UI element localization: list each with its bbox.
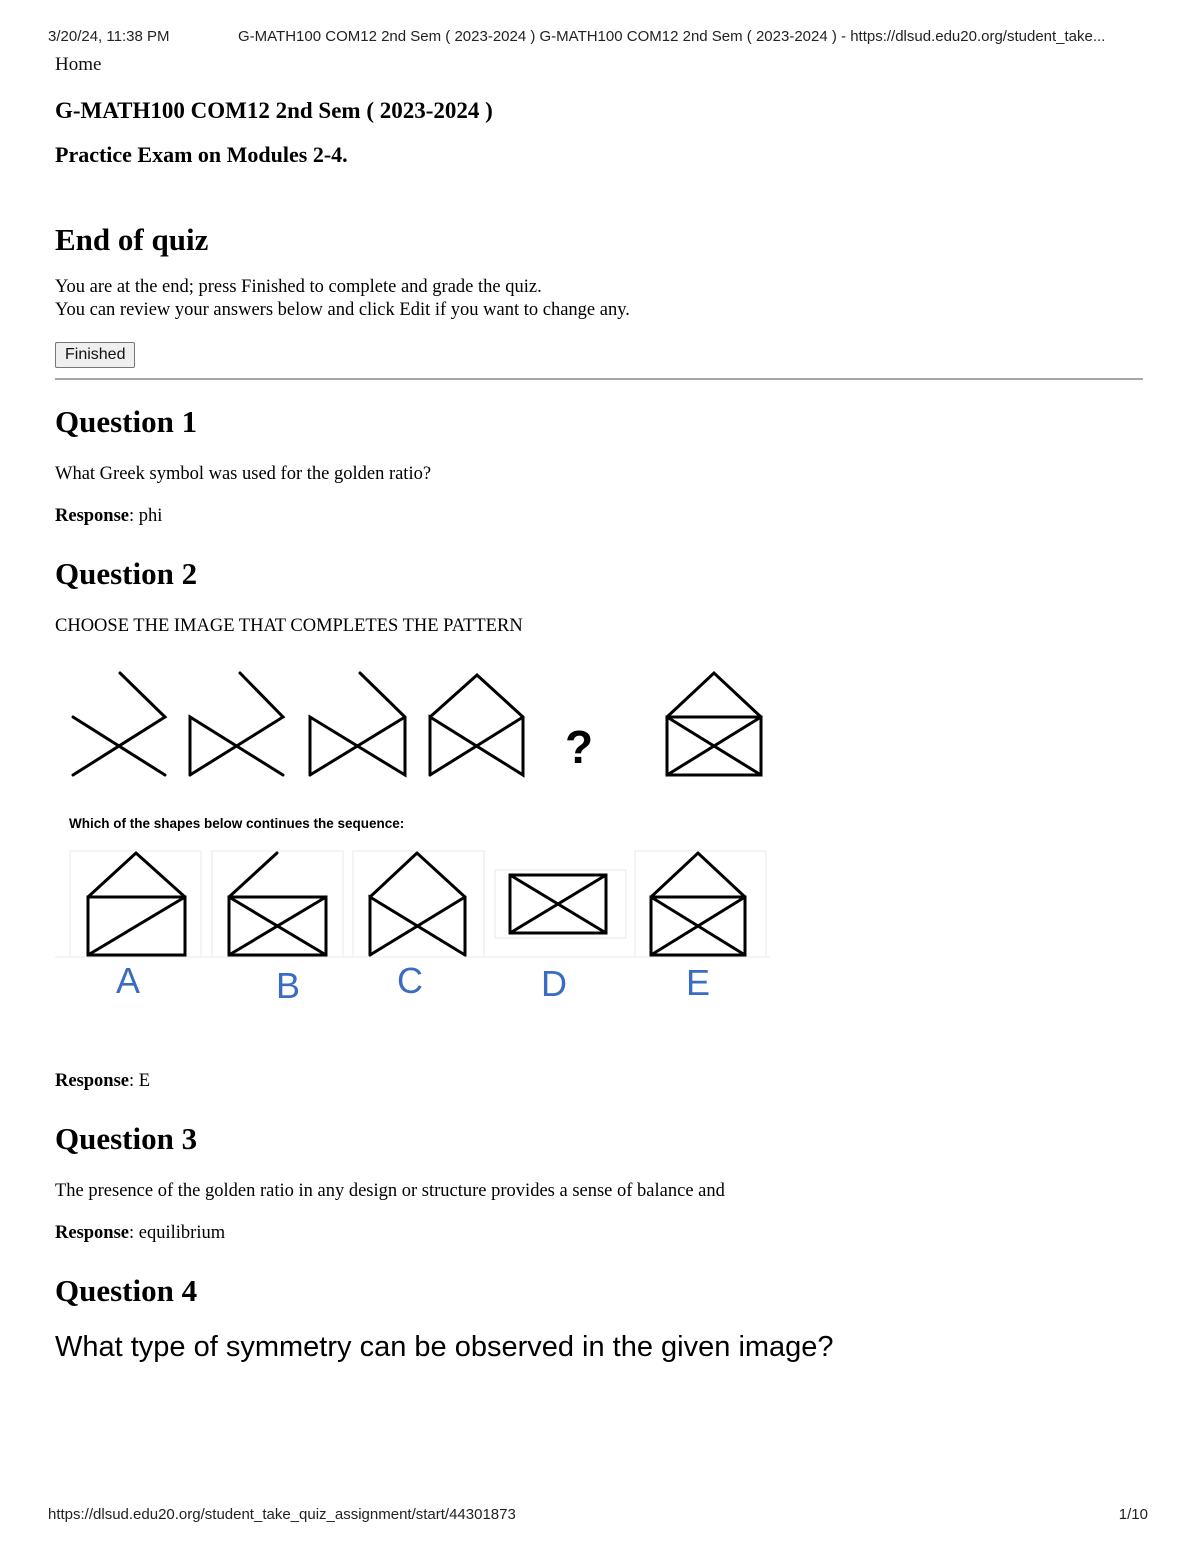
sequence-shape-4 (430, 675, 523, 775)
response: Response: equilibrium (55, 1223, 226, 1243)
quiz-content (55, 52, 1145, 1365)
response-value: phi (138, 506, 163, 526)
question-text: What Greek symbol was used for the golden ratio? (55, 464, 432, 484)
print-url: https://dlsud.edu20.org/student_take_quiz_assignment/start/44301873 (48, 1506, 516, 1523)
end-instruction-2: You can review your answers below and click Edit if you want to change any. (55, 300, 630, 320)
print-page-number: 1/10 (1118, 1506, 1148, 1523)
option-c-shape (370, 853, 465, 955)
sequence-shape-3 (310, 673, 405, 775)
question-text: The presence of the golden ratio in any design or structure provides a sense of balance and (55, 1181, 725, 1201)
response-value: E (138, 1071, 151, 1091)
response: Response: E (55, 1071, 151, 1091)
sequence-shape-2 (190, 673, 283, 775)
response-value: equilibrium (138, 1223, 226, 1243)
option-a-shape (88, 853, 185, 955)
question-title: Question 1 (55, 404, 198, 439)
sequence-prompt: Which of the shapes below continues the sequence: (69, 816, 405, 831)
divider (55, 378, 1143, 380)
home-link[interactable]: Home (55, 54, 102, 75)
finished-button[interactable]: Finished (55, 342, 135, 368)
question-2 (55, 554, 1145, 1093)
option-label-b: B (275, 965, 301, 1006)
response-label: Response (55, 1071, 130, 1091)
response: Response: phi (55, 506, 163, 526)
question-title: Question 3 (55, 1121, 198, 1156)
response-label: Response (55, 506, 130, 526)
print-datetime: 3/20/24, 11:38 PM (48, 28, 170, 45)
sequence-shape-1 (73, 673, 165, 775)
sequence-shape-6 (667, 673, 761, 775)
assignment-title: Practice Exam on Modules 2-4. (55, 142, 348, 167)
question-title: Question 4 (55, 1273, 198, 1308)
end-of-quiz-heading: End of quiz (55, 222, 209, 257)
option-b-shape (229, 853, 326, 955)
print-header (48, 28, 1148, 45)
option-d-shape (510, 875, 606, 933)
question-1 (55, 402, 1145, 528)
option-label-a: A (115, 960, 141, 1001)
response-label: Response (55, 1223, 130, 1243)
option-label-c: C (397, 960, 423, 1001)
option-e-shape (651, 853, 745, 955)
question-text: CHOOSE THE IMAGE THAT COMPLETES THE PATTERN (55, 616, 523, 636)
option-label-e: E (685, 962, 711, 1003)
question-4 (55, 1271, 1145, 1365)
end-instruction-1: You are at the end; press Finished to complete and grade the quiz. (55, 277, 542, 297)
question-mark-glyph: ? (564, 721, 594, 773)
print-page-title: G-MATH100 COM12 2nd Sem ( 2023-2024 ) G-MATH100 COM12 2nd Sem ( 2023-2024 ) - https://dlsud.edu20.org/student_take... (238, 28, 1106, 45)
print-footer (48, 1506, 1148, 1523)
course-title: G-MATH100 COM12 2nd Sem ( 2023-2024 ) (55, 98, 493, 123)
question-text: What type of symmetry can be observed in the given image? (55, 1331, 834, 1363)
question-3 (55, 1119, 1145, 1245)
pattern-puzzle-image (55, 665, 775, 1055)
question-title: Question 2 (55, 556, 198, 591)
option-label-d: D (541, 963, 567, 1004)
